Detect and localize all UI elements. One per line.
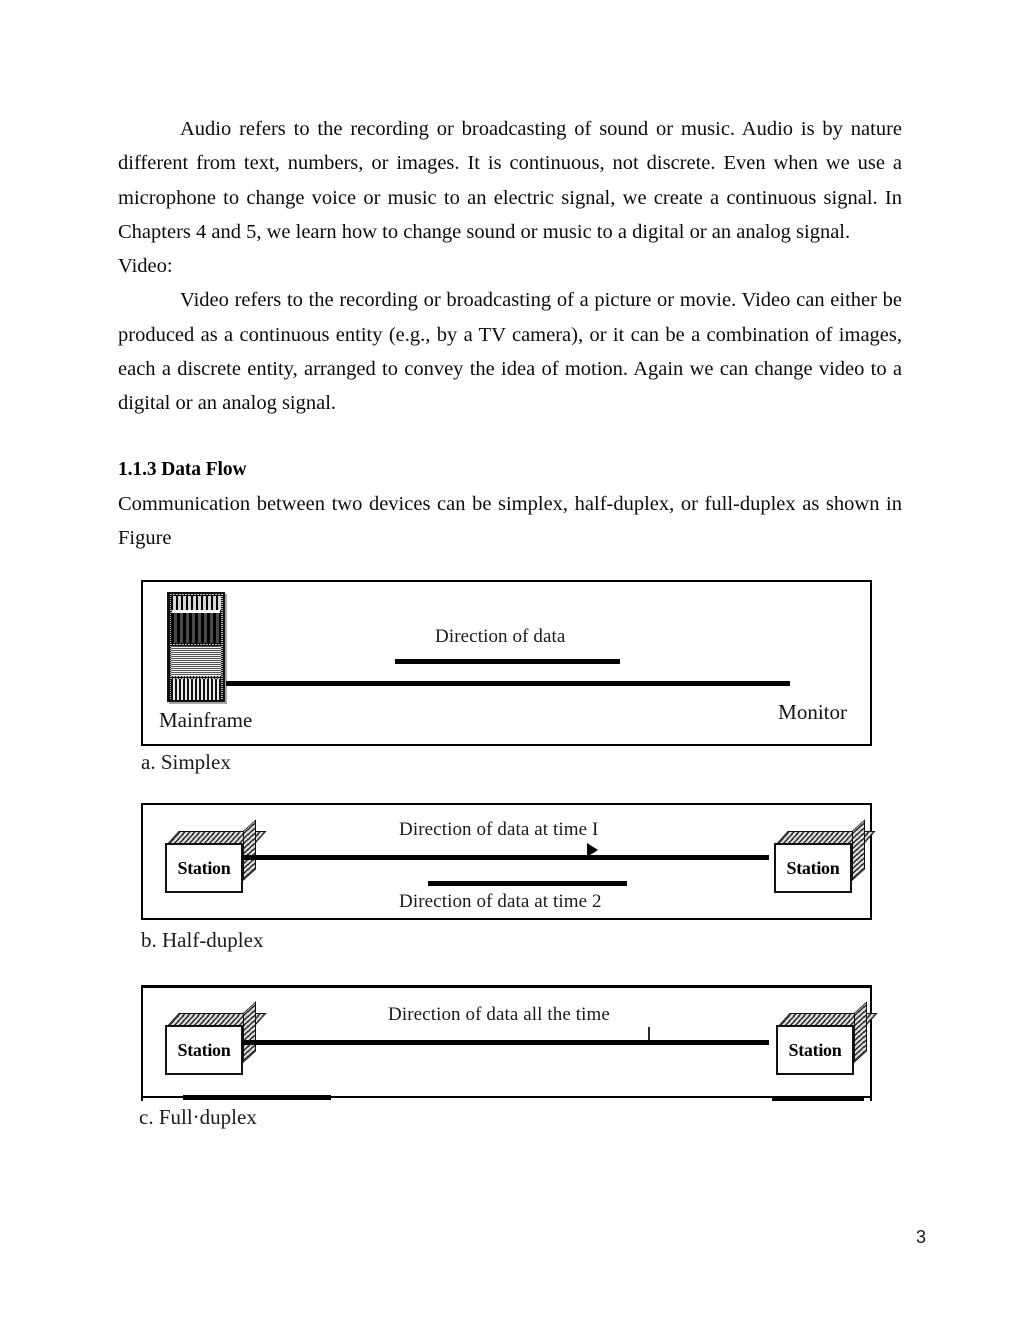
full-duplex-data-line xyxy=(242,1040,769,1045)
caption-half-duplex: b. Half-duplex xyxy=(141,928,264,952)
paragraph-video: Video refers to the recording or broadcasting of a picture or movie. Video can either be produced as a continuous entity (e.g., by a TV camera), or it can be a combination of images, each a discrete entity, arranged to convey the idea of motion. Again we can change video to a digital or an analog signal. xyxy=(118,289,902,415)
label-video: Video: xyxy=(118,255,173,278)
station-left xyxy=(165,831,245,881)
full-duplex-tick-icon xyxy=(648,1027,650,1041)
simplex-data-line xyxy=(226,681,790,686)
station-left-label: Station xyxy=(177,857,231,878)
simplex-direction-bar xyxy=(395,659,620,664)
station-left-label: Station xyxy=(177,1039,231,1060)
caption-simplex: a. Simplex xyxy=(141,750,231,774)
page-content xyxy=(118,112,902,555)
paragraph-audio: Audio refers to the recording or broadcasting of sound or music. Audio is by nature different from text, numbers, or images. It is continuous, not discrete. Even when we use a microphone to change voice or music to an electric signal, we create a continuous signal. In Chapters 4 and 5, we learn how to change sound or music to a digital or an analog signal. xyxy=(118,118,902,243)
section-heading-data-flow: 1.1.3 Data Flow xyxy=(118,458,247,480)
mainframe-icon xyxy=(167,592,225,702)
half-duplex-direction-label-top: Direction of data at time I xyxy=(399,819,599,840)
half-duplex-direction-bar xyxy=(428,881,627,886)
monitor-label: Monitor xyxy=(778,700,847,724)
station-right-label: Station xyxy=(788,1039,842,1060)
page-number: 3 xyxy=(915,1227,926,1247)
full-duplex-direction-label: Direction of data all the time xyxy=(388,1004,610,1025)
diagram-full-duplex xyxy=(141,985,872,1098)
diagram-half-duplex xyxy=(141,803,872,920)
station-left xyxy=(165,1013,245,1063)
spacer xyxy=(118,421,902,453)
simplex-direction-label: Direction of data xyxy=(435,626,566,647)
half-duplex-data-line xyxy=(241,855,769,860)
station-right xyxy=(776,1013,856,1063)
station-right xyxy=(774,831,854,881)
caption-full-duplex: c. Full·duplex xyxy=(139,1105,257,1129)
paragraph-data-flow: Communication between two devices can be simplex, half-duplex, or full-duplex as shown in Figure xyxy=(118,492,902,549)
mainframe-label: Mainframe xyxy=(159,708,253,732)
diagram-simplex xyxy=(141,580,872,746)
half-duplex-direction-label-bottom: Direction of data at time 2 xyxy=(399,891,602,912)
station-right-label: Station xyxy=(786,857,840,878)
